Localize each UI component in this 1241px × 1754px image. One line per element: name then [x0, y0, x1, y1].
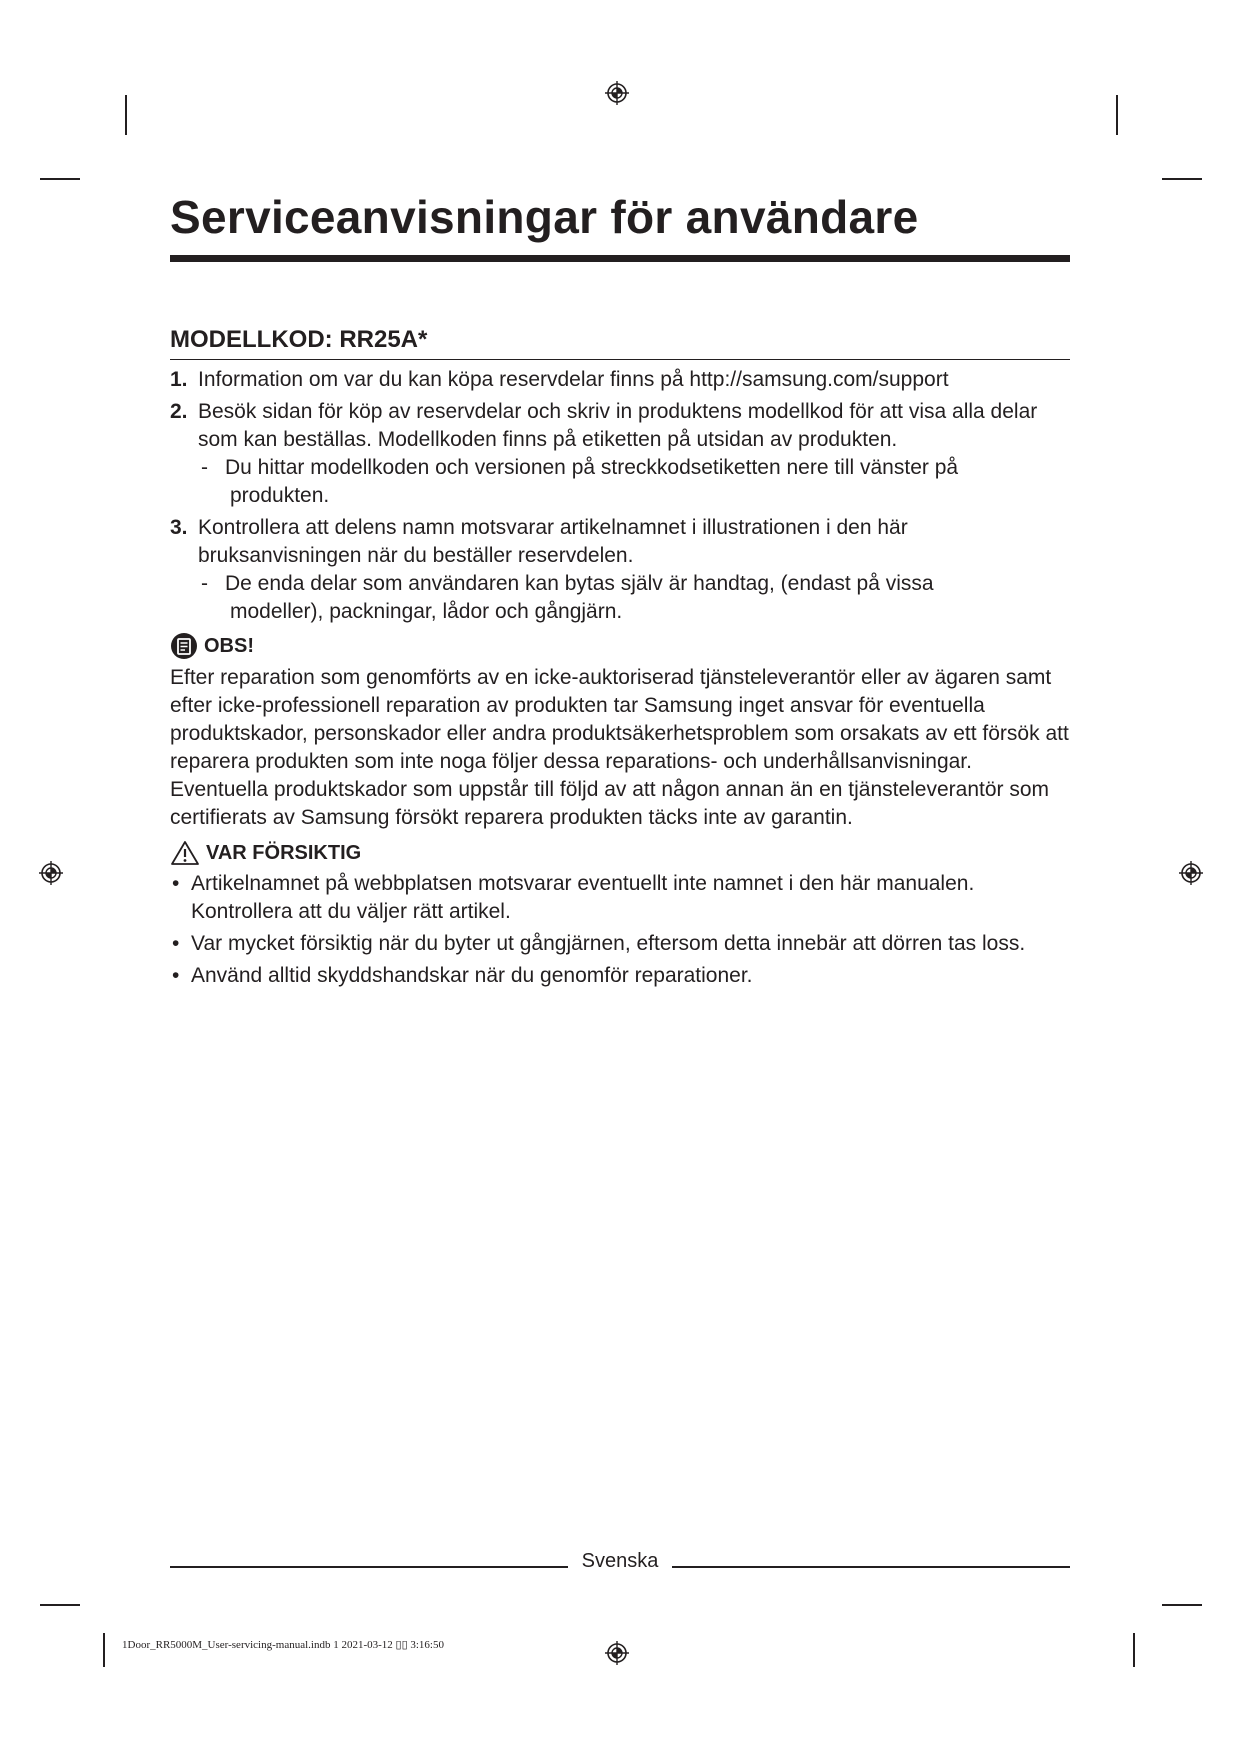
crop-mark-top-left-vertical — [125, 95, 127, 135]
caution-title: VAR FÖRSIKTIG — [206, 841, 362, 864]
subnote-line: De enda delar som användaren kan bytas själv är handtag, (endast på vissa — [225, 572, 934, 596]
step-subnote — [198, 570, 1070, 626]
warning-icon — [170, 840, 200, 866]
step-number: 1. — [170, 368, 188, 392]
caution-label — [170, 840, 1070, 866]
bullet-dot: • — [172, 932, 180, 956]
subnote-line: Du hittar modellkoden och versionen på streckkodsetiketten nere till vänster på — [225, 456, 959, 480]
crop-mark-top-right-horizontal — [1162, 178, 1202, 180]
page-footer — [170, 1550, 1070, 1580]
step-item — [170, 514, 1070, 626]
step-number: 2. — [170, 400, 188, 424]
step-number: 3. — [170, 516, 188, 540]
print-slug: 1Door_RR5000M_User-servicing-manual.indb 1 2021-03-12 ▯▯ 3:16:50 — [122, 1639, 444, 1651]
registration-mark-icon — [604, 80, 630, 106]
registration-mark-icon — [604, 1640, 630, 1666]
list-item — [170, 962, 1070, 990]
subnote-line: produkten. — [230, 484, 330, 508]
registration-mark-icon — [1178, 860, 1204, 886]
crop-mark-bottom-right-vertical — [1133, 1633, 1135, 1667]
step-subnote — [198, 454, 1070, 510]
step-text: Information om var du kan köpa reservdelar finns på http://samsung.com/support — [198, 368, 949, 392]
registration-mark-icon — [38, 860, 64, 886]
crop-mark-bottom-left-vertical — [103, 1633, 105, 1667]
step-text: Besök sidan för köp av reservdelar och skriv in produktens modellkod för att visa alla delar som kan beställas. Modellkoden finns på etiketten på utsidan av produkten. — [198, 400, 1038, 452]
caution-item-text: Var mycket försiktig när du byter ut gångjärnen, eftersom detta innebär att dörren tas loss. — [191, 932, 1026, 956]
bullet-dot: • — [172, 964, 180, 988]
bullet-dot: • — [172, 872, 180, 896]
note-title: OBS! — [204, 634, 254, 657]
note-text: Efter reparation som genomförts av en icke-auktoriserad tjänsteleverantör eller av ägaren samt efter icke-professionell reparation av produkten tar Samsung inget ansvar för eventuella produktskador, personskador eller andra produktsäkerhetsproblem som orsakats av ett försök att reparera produkten som inte noga följer dessa reparations- och underhållsanvisningar. Eventuella produktskador som uppstår till följd av att någon annan än en tjänsteleverantör som certifierats av Samsung försökt reparera produkten täcks inte av garantin. — [170, 666, 1069, 830]
step-item — [170, 398, 1070, 510]
subnote-dash: - — [201, 572, 208, 596]
note-label — [170, 632, 1070, 660]
list-item — [170, 870, 1070, 926]
page-content — [170, 190, 1070, 994]
subnote-dash: - — [201, 456, 208, 480]
footer-rule-right — [672, 1566, 1070, 1568]
caution-item-text: Använd alltid skyddshandskar när du genomför reparationer. — [191, 964, 753, 988]
subnote-line: modeller), packningar, lådor och gångjärn. — [230, 600, 623, 624]
caution-item-text: Artikelnamnet på webbplatsen motsvarar eventuellt inte namnet i den här manualen. Kontrollera att du väljer rätt artikel. — [191, 872, 975, 924]
crop-mark-bottom-left-horizontal — [40, 1604, 80, 1606]
step-item — [170, 366, 1070, 394]
step-text: Kontrollera att delens namn motsvarar artikelnamnet i illustrationen i den här bruksanvisningen när du beställer reservdelen. — [198, 516, 908, 568]
footer-language: Svenska — [581, 1550, 659, 1572]
instruction-steps — [170, 366, 1070, 626]
crop-mark-top-left-horizontal — [40, 178, 80, 180]
page-title: Serviceanvisningar för användare — [170, 190, 1070, 262]
note-icon — [170, 632, 198, 660]
caution-list — [170, 870, 1070, 990]
crop-mark-bottom-right-horizontal — [1162, 1604, 1202, 1606]
model-code-heading: MODELLKOD: RR25A* — [170, 324, 1070, 360]
list-item — [170, 930, 1070, 958]
crop-mark-top-right-vertical — [1116, 95, 1118, 135]
